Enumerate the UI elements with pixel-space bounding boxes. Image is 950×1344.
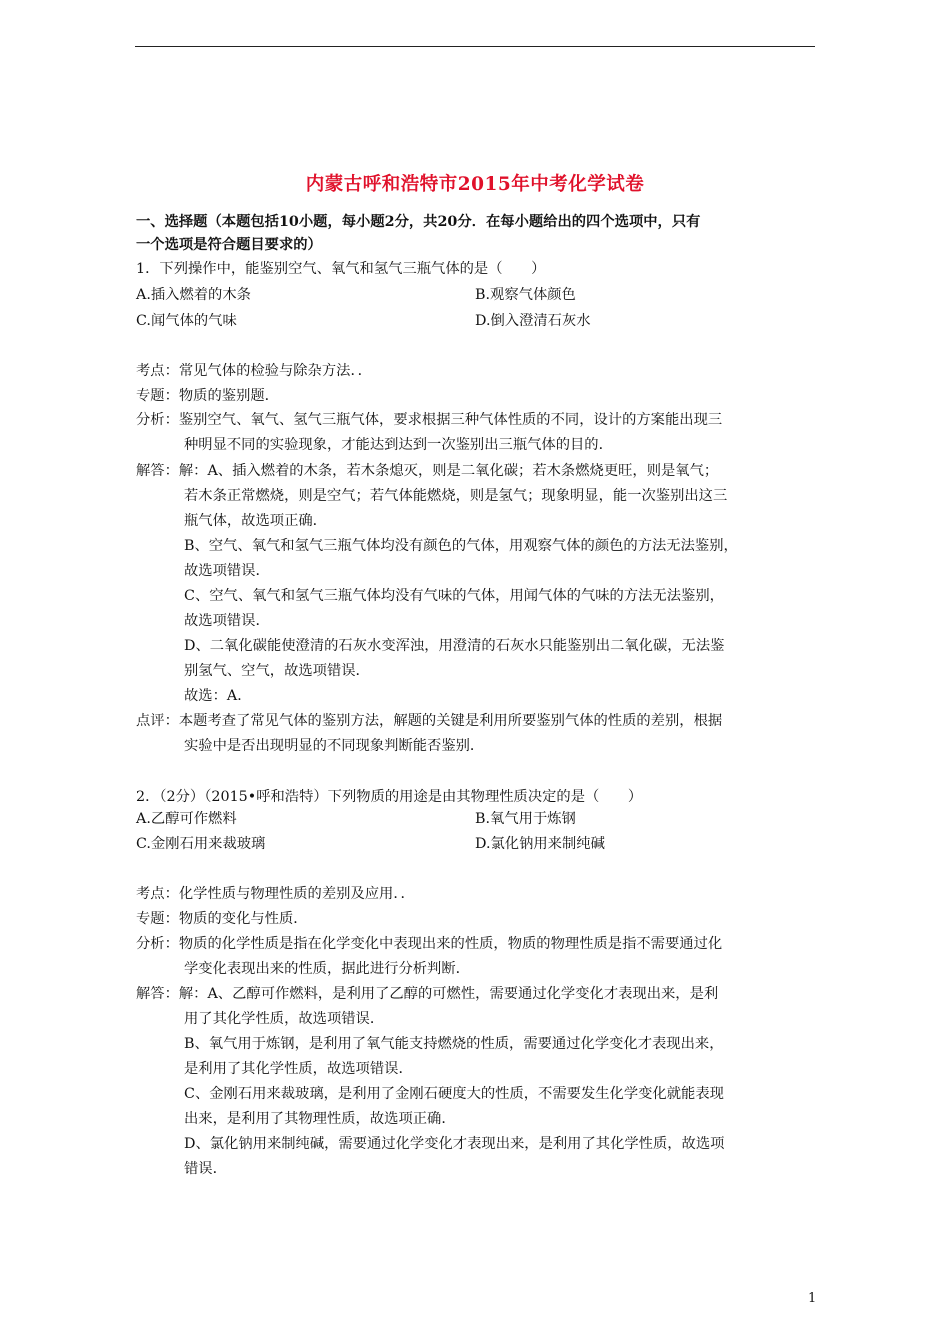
q1-stem: 1．下列操作中，能鉴别空气、氧气和氢气三瓶气体的是（ ）	[136, 261, 546, 277]
q1-option-a: A.插入燃着的木条	[136, 287, 251, 303]
q1-kaodian: 考点：常见气体的检验与除杂方法．．	[136, 363, 372, 379]
q1-jieda: 别氢气、空气，故选项错误．	[184, 663, 370, 679]
section-heading-cont: 一个选项是符合题目要求的）	[136, 237, 322, 253]
q2-jieda: B、氧气用于炼钢，是利用了氧气能支持燃烧的性质，需要通过化学变化才表现出来，	[184, 1036, 724, 1052]
page-title: 内蒙古呼和浩特市2015年中考化学试卷	[305, 174, 645, 195]
q2-stem: 2．（2分）（2015•呼和浩特）下列物质的用途是由其物理性质决定的是（ ）	[136, 789, 643, 805]
q2-jieda: 出来，是利用了其物理性质，故选项正确．	[184, 1111, 456, 1127]
q2-fenxi: 学变化表现出来的性质，据此进行分析判断．	[184, 961, 470, 977]
q2-fenxi: 分析：物质的化学性质是指在化学变化中表现出来的性质，物质的物理性质是指不需要通过化	[136, 936, 723, 952]
q1-option-c: C.闻气体的气味	[136, 313, 237, 329]
section-heading: 一、选择题（本题包括10小题，每小题2分，共20分．在每小题给出的四个选项中，只有	[136, 214, 701, 230]
q2-kaodian: 考点：化学性质与物理性质的差别及应用．．	[136, 886, 415, 902]
q1-dianping: 点评：本题考查了常见气体的鉴别方法，解题的关键是利用所要鉴别气体的性质的差别，根据	[136, 713, 723, 729]
q2-option-b: B.氧气用于炼钢	[475, 811, 576, 827]
q1-zhuanti: 专题：物质的鉴别题．	[136, 388, 279, 404]
q2-jieda: 是利用了其化学性质，故选项错误．	[184, 1061, 413, 1077]
q2-jieda: 错误．	[184, 1161, 227, 1177]
q2-option-a: A.乙醇可作燃料	[136, 811, 237, 827]
q1-jieda: D、二氧化碳能使澄清的石灰水变浑浊，用澄清的石灰水只能鉴别出二氧化碳，无法鉴	[184, 638, 725, 654]
q1-option-d: D.倒入澄清石灰水	[475, 313, 591, 329]
q2-jieda: 解答：解：A、乙醇可作燃料，是利用了乙醇的可燃性，需要通过化学变化才表现出来，是利	[136, 986, 719, 1002]
q1-jieda: 解答：解：A、插入燃着的木条，若木条熄灭，则是二氧化碳；若木条燃烧更旺，则是氧气；	[136, 463, 719, 479]
q1-jieda: 若木条正常燃烧，则是空气；若气体能燃烧，则是氢气；现象明显，能一次鉴别出这三	[184, 488, 728, 504]
q1-jieda: C、空气、氧气和氢气三瓶气体均没有气味的气体，用闻气体的气味的方法无法鉴别，	[184, 588, 724, 604]
q1-jieda: 故选：A．	[184, 688, 252, 704]
header-rule	[135, 46, 815, 47]
q2-option-d: D.氯化钠用来制纯碱	[475, 836, 605, 852]
q1-jieda: 瓶气体，故选项正确．	[184, 513, 327, 529]
q1-jieda: 故选项错误．	[184, 563, 270, 579]
q2-jieda: 用了其化学性质，故选项错误．	[184, 1011, 385, 1027]
q1-fenxi: 分析：鉴别空气、氧气、氢气三瓶气体，要求根据三种气体性质的不同，设计的方案能出现三	[136, 412, 723, 428]
q2-option-c: C.金刚石用来裁玻璃	[136, 836, 266, 852]
page-number: 1	[808, 1291, 817, 1306]
q1-jieda: 故选项错误．	[184, 613, 270, 629]
q2-jieda: C、金刚石用来裁玻璃，是利用了金刚石硬度大的性质，不需要发生化学变化就能表现	[184, 1086, 724, 1102]
q1-dianping: 实验中是否出现明显的不同现象判断能否鉴别．	[184, 738, 485, 754]
q1-option-b: B.观察气体颜色	[475, 287, 576, 303]
q1-jieda: B、空气、氧气和氢气三瓶气体均没有颜色的气体，用观察气体的颜色的方法无法鉴别，	[184, 538, 738, 554]
q1-fenxi: 种明显不同的实验现象，才能达到达到一次鉴别出三瓶气体的目的．	[184, 437, 613, 453]
q2-jieda: D、氯化钠用来制纯碱，需要通过化学变化才表现出来，是利用了其化学性质，故选项	[184, 1136, 725, 1152]
q2-zhuanti: 专题：物质的变化与性质．	[136, 911, 308, 927]
